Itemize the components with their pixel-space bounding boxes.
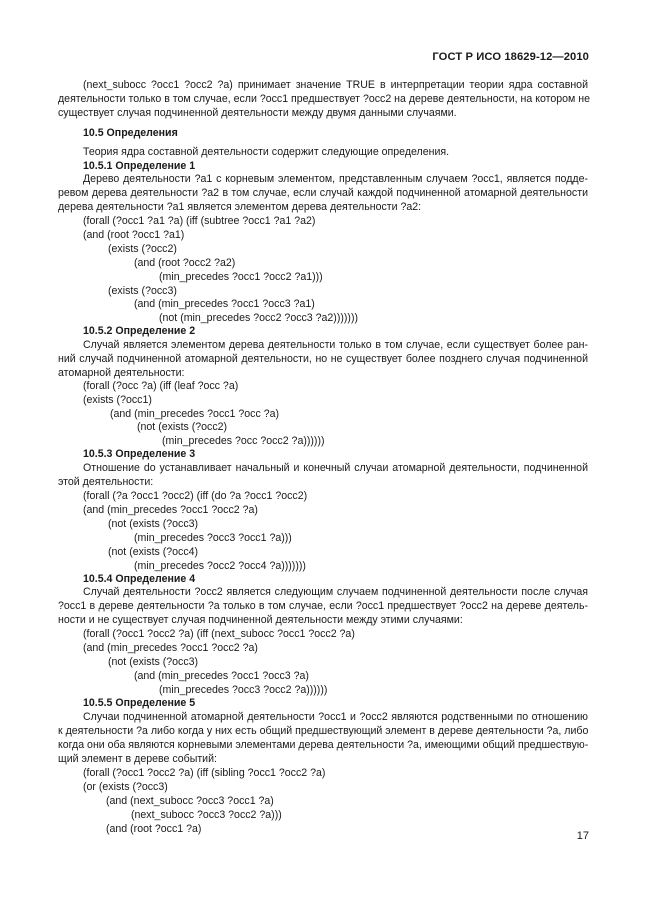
section-heading: 10.5 Определения: [83, 127, 178, 139]
text-line: (and (root ?occ2 ?a2): [134, 257, 236, 269]
text-line: Случаи подчиненной атомарной деятельности ?occ1 и ?occ2 являются родственными по отношению: [83, 711, 588, 723]
text-line: дерева деятельности ?a1 является элементом дерева деятельности ?a2:: [58, 201, 422, 213]
page-number: 17: [576, 830, 589, 842]
section-heading: 10.5.1 Определение 1: [83, 160, 196, 172]
text-line: ревом дерева деятельности ?a2 в том случае, если случай каждой подчиненной атомарной деятельности: [58, 187, 588, 199]
text-line: когда они оба являются корневыми элементами дерева деятельности ?a, имеющими общий предшествую-: [58, 739, 589, 751]
text-line: (min_precedes ?occ2 ?occ4 ?a))))))): [134, 560, 306, 572]
text-line: (and (min_precedes ?occ1 ?occ2 ?a): [83, 504, 258, 516]
text-line: (forall (?occ ?a) (iff (leaf ?occ ?a): [83, 380, 239, 392]
text-line: (and (min_precedes ?occ1 ?occ ?a): [110, 408, 280, 420]
text-line: (exists (?occ3): [108, 285, 177, 297]
section-heading: 10.5.2 Определение 2: [83, 325, 196, 337]
text-line: (min_precedes ?occ3 ?occ1 ?a))): [134, 532, 292, 544]
text-line: (not (exists (?occ4): [108, 546, 199, 558]
text-line: (min_precedes ?occ ?occ2 ?a)))))): [162, 435, 325, 447]
text-line: (exists (?occ1): [83, 394, 152, 406]
text-line: существует случая подчиненной деятельности между двумя данными случаями.: [58, 107, 457, 119]
text-line: Случай является элементом дерева деятельности только в том случае, если существует более ран-: [83, 339, 588, 351]
text-line: (forall (?occ1 ?occ2 ?a) (iff (next_subocc ?occ1 ?occ2 ?a): [83, 628, 355, 640]
text-line: ний случай подчиненной атомарной деятельности, но не существует более позднего случая подчиненной: [58, 353, 588, 365]
text-line: (forall (?occ1 ?occ2 ?a) (iff (sibling ?occ1 ?occ2 ?a): [83, 767, 326, 779]
text-line: (and (min_precedes ?occ1 ?occ3 ?a): [134, 670, 309, 682]
text-line: Случай деятельности ?occ2 является следующим случаем подчиненной деятельности после случая: [83, 586, 588, 598]
section-heading: 10.5.5 Определение 5: [83, 697, 196, 709]
text-line: Теория ядра составной деятельности содержит следующие определения.: [83, 146, 450, 158]
text-line: (and (next_subocc ?occ3 ?occ1 ?a): [106, 795, 274, 807]
text-line: к деятельности ?a либо когда у них есть общий предшествующий элемент в дереве деятельности ?a, либо: [58, 725, 589, 737]
text-line: (not (exists (?occ3): [108, 656, 199, 668]
text-line: (and (min_precedes ?occ1 ?occ2 ?a): [83, 642, 258, 654]
text-line: деятельности только в том случае, если ?occ1 предшествует ?occ2 на дереве деятельности, на котором не: [58, 93, 591, 105]
text-line: (exists (?occ2): [108, 243, 177, 255]
text-line: (not (min_precedes ?occ2 ?occ3 ?a2))))))): [159, 312, 359, 324]
text-line: (and (root ?occ1 ?a): [106, 823, 202, 835]
text-line: (min_precedes ?occ1 ?occ2 ?a1))): [159, 271, 323, 283]
text-line: (next_subocc ?occ3 ?occ2 ?a))): [131, 809, 282, 821]
text-line: Отношение do устанавливает начальный и конечный случаи атомарной деятельности, подчиненной: [83, 462, 588, 474]
text-line: этой деятельности:: [58, 476, 154, 488]
text-line: (not (exists (?occ3): [108, 518, 199, 530]
text-line: (forall (?occ1 ?a1 ?a) (iff (subtree ?occ1 ?a1 ?a2): [83, 215, 316, 227]
text-line: ?occ1 в дереве деятельности ?a только в том случае, если ?occ1 предшествует ?occ2 на дереве деятель-: [58, 600, 588, 612]
text-line: атомарной деятельности:: [58, 367, 185, 379]
text-line: щий элемент в дереве событий:: [58, 753, 217, 765]
section-heading: 10.5.3 Определение 3: [83, 448, 196, 460]
text-line: (or (exists (?occ3): [83, 781, 168, 793]
text-line: (not (exists (?occ2): [137, 421, 228, 433]
text-line: Дерево деятельности ?a1 с корневым элементом, представленным случаем ?occ1, является подде-: [83, 173, 588, 185]
document-header: ГОСТ Р ИСО 18629-12—2010: [432, 51, 589, 63]
section-heading: 10.5.4 Определение 4: [83, 573, 196, 585]
text-line: (min_precedes ?occ3 ?occ2 ?a)))))): [159, 684, 328, 696]
text-line: ности и не существует случая подчиненной деятельности между этими случаями:: [58, 614, 463, 626]
text-line: (and (min_precedes ?occ1 ?occ3 ?a1): [134, 298, 315, 310]
text-line: (and (root ?occ1 ?a1): [83, 229, 185, 241]
text-line: (forall (?a ?occ1 ?occ2) (iff (do ?a ?occ1 ?occ2): [83, 490, 308, 502]
text-line: (next_subocc ?occ1 ?occ2 ?a) принимает значение TRUE в интерпретации теории ядра составной: [83, 79, 588, 91]
